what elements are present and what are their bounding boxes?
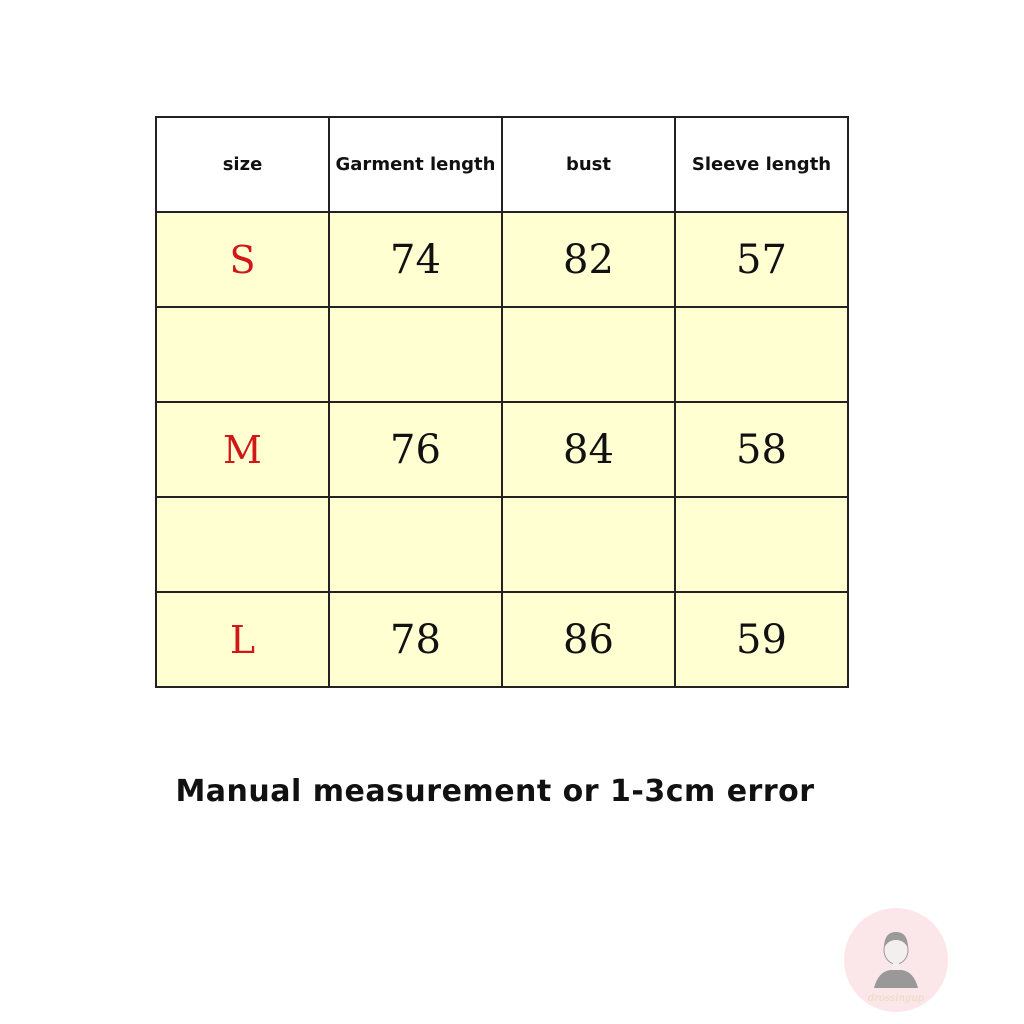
size-cell bbox=[156, 497, 329, 592]
size-chart-table bbox=[155, 116, 849, 688]
bust-cell: 86 bbox=[502, 592, 675, 687]
table-row bbox=[156, 307, 848, 402]
table-row bbox=[156, 402, 848, 497]
bust-cell: 82 bbox=[502, 212, 675, 307]
size-cell: M bbox=[156, 402, 329, 497]
sleeve-length-cell: 57 bbox=[675, 212, 848, 307]
garment-length-cell: 76 bbox=[329, 402, 502, 497]
size-cell: L bbox=[156, 592, 329, 687]
size-cell: S bbox=[156, 212, 329, 307]
garment-length-cell: 78 bbox=[329, 592, 502, 687]
header-garment-length: Garment length bbox=[329, 117, 502, 212]
table-row bbox=[156, 212, 848, 307]
measurement-note: Manual measurement or 1-3cm error bbox=[175, 774, 815, 809]
size-cell bbox=[156, 307, 329, 402]
header-sleeve-length: Sleeve length bbox=[675, 117, 848, 212]
sleeve-length-cell: 59 bbox=[675, 592, 848, 687]
table-row bbox=[156, 497, 848, 592]
table-row bbox=[156, 592, 848, 687]
logo-text: drossingup bbox=[867, 993, 925, 1004]
bust-cell: 84 bbox=[502, 402, 675, 497]
garment-length-cell: 74 bbox=[329, 212, 502, 307]
bust-cell bbox=[502, 497, 675, 592]
bust-cell bbox=[502, 307, 675, 402]
header-size: size bbox=[156, 117, 329, 212]
header-bust: bust bbox=[502, 117, 675, 212]
sleeve-length-cell bbox=[675, 497, 848, 592]
garment-length-cell bbox=[329, 497, 502, 592]
header-row bbox=[156, 117, 848, 212]
sleeve-length-cell bbox=[675, 307, 848, 402]
sleeve-length-cell: 58 bbox=[675, 402, 848, 497]
brand-logo bbox=[844, 908, 948, 1012]
garment-length-cell bbox=[329, 307, 502, 402]
